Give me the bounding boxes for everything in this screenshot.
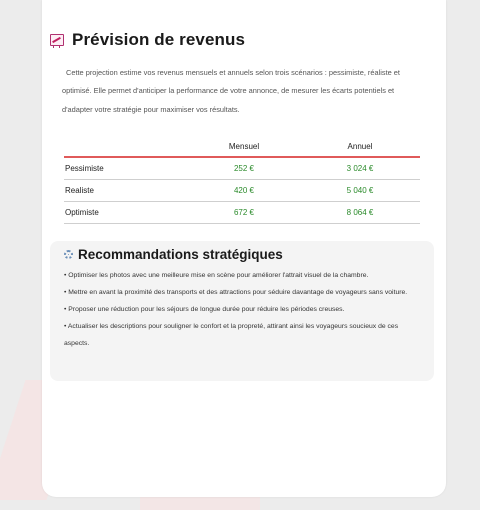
recommendations-title: Recommandations stratégiques <box>78 247 283 262</box>
table-row <box>64 180 420 202</box>
list-item: • Actualiser les descriptions pour souligner le confort et la propreté, attirant ainsi les voyageurs soucieux de ces aspects. <box>64 323 399 347</box>
scenario-label: Realiste <box>65 186 94 195</box>
table-row <box>64 158 420 180</box>
recommendations-list <box>64 267 424 352</box>
annual-value: 5 040 € <box>346 186 374 195</box>
gear-icon <box>64 250 73 259</box>
intro-paragraph: Cette projection estime vos revenus mensuels et annuels selon trois scénarios : pessimiste, réaliste et optimisé. Elle permet d'anticiper la performance de votre annonce, de mesurer les écarts potentiels et d'adapter votre stratégie pour maximiser vos résultats. <box>62 68 400 114</box>
scenario-label: Pessimiste <box>65 164 104 173</box>
revenue-table <box>64 138 420 224</box>
section-header <box>50 30 245 50</box>
annual-value: 8 064 € <box>346 208 374 217</box>
column-header-monthly: Mensuel <box>228 142 260 151</box>
table-row <box>64 202 420 224</box>
revenue-forecast-card <box>42 0 446 497</box>
table-header-row <box>64 138 420 158</box>
recommendations-panel <box>50 241 434 381</box>
list-item: • Optimiser les photos avec une meilleure mise en scène pour améliorer l'attrait visuel de la chambre. <box>64 272 369 279</box>
list-item: • Proposer une réduction pour les séjours de longue durée pour réduire les périodes creuses. <box>64 306 345 313</box>
column-header-annual: Annuel <box>347 142 373 151</box>
monthly-value: 420 € <box>233 186 255 195</box>
monthly-value: 252 € <box>233 164 255 173</box>
annual-value: 3 024 € <box>346 164 374 173</box>
monthly-value: 672 € <box>233 208 255 217</box>
page-title: Prévision de revenus <box>72 30 246 49</box>
list-item: • Mettre en avant la proximité des transports et des attractions pour séduire davantage de voyageurs sans voiture. <box>64 289 408 296</box>
chart-icon <box>50 33 64 47</box>
recommendations-header <box>64 247 283 262</box>
scenario-label: Optimiste <box>65 208 99 217</box>
